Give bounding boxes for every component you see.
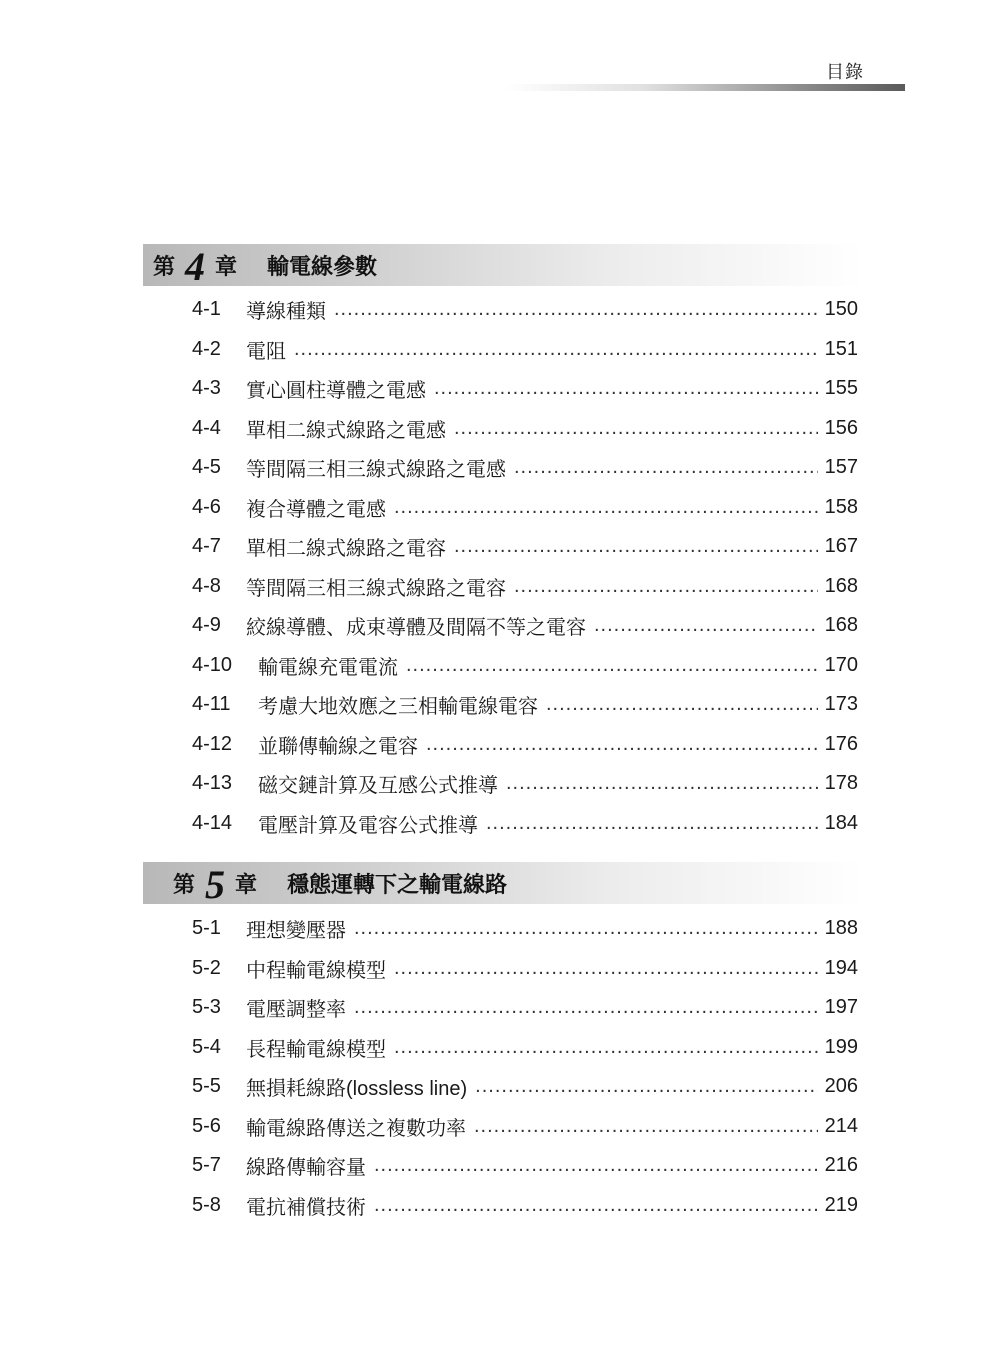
- dot-leader: [406, 654, 818, 677]
- section-number: 5-3: [192, 996, 221, 1019]
- dot-leader: [434, 377, 818, 400]
- page-number: 194: [824, 956, 858, 979]
- toc-entry[interactable]: [192, 764, 858, 804]
- section-title: 線路傳輸容量: [246, 1157, 366, 1180]
- section-title: 等間隔三相三線式線路之電容: [246, 577, 506, 600]
- toc-entry[interactable]: [192, 988, 858, 1028]
- toc-entry[interactable]: [192, 567, 858, 607]
- page-number: 168: [824, 614, 858, 637]
- section-title: 考慮大地效應之三相輸電線電容: [258, 696, 538, 719]
- toc-entry[interactable]: [192, 606, 858, 646]
- page-number: 167: [824, 535, 858, 558]
- toc-entry[interactable]: [192, 1146, 858, 1186]
- section-title: 無損耗線路(lossless line): [246, 1078, 468, 1101]
- page-number: 178: [824, 772, 858, 795]
- page-number: 157: [824, 456, 858, 479]
- toc-list-chapter-4: [192, 290, 858, 843]
- section-title: 電壓計算及電容公式推導: [258, 814, 478, 837]
- section-title: 等間隔三相三線式線路之電感: [246, 459, 506, 482]
- dot-leader: [454, 417, 818, 440]
- section-number: 4-10: [192, 653, 233, 676]
- section-number: 4-11: [192, 693, 231, 716]
- page-number: 216: [824, 1154, 858, 1177]
- toc-entry[interactable]: [192, 527, 858, 567]
- dot-leader: [506, 772, 818, 795]
- section-number: 5-6: [192, 1114, 221, 1137]
- section-number: 4-14: [192, 811, 233, 834]
- dot-leader: [394, 957, 818, 980]
- toc-entry[interactable]: [192, 1028, 858, 1068]
- section-title: 單相二線式線路之電容: [246, 538, 446, 561]
- toc-entry[interactable]: [192, 909, 858, 949]
- section-number: 4-1: [192, 298, 221, 321]
- page-number: 168: [824, 574, 858, 597]
- page-number: 199: [824, 1035, 858, 1058]
- dot-leader: [546, 693, 818, 716]
- running-head: 目錄: [826, 62, 864, 82]
- page-number: 214: [824, 1114, 858, 1137]
- section-title: 並聯傳輸線之電容: [258, 735, 418, 758]
- toc-entry[interactable]: [192, 949, 858, 989]
- page-number: 219: [824, 1193, 858, 1216]
- page-number: 176: [824, 732, 858, 755]
- page-number: 158: [824, 495, 858, 518]
- section-title: 單相二線式線路之電感: [246, 419, 446, 442]
- page-number: 206: [824, 1075, 858, 1098]
- section-title: 導線種類: [246, 301, 326, 324]
- section-number: 5-4: [192, 1035, 221, 1058]
- section-number: 4-7: [192, 535, 221, 558]
- dot-leader: [514, 575, 818, 598]
- page-number: 170: [824, 653, 858, 676]
- toc-entry[interactable]: [192, 685, 858, 725]
- section-number: 4-6: [192, 495, 221, 518]
- page-number: 184: [824, 811, 858, 834]
- dot-leader: [475, 1075, 818, 1098]
- toc-entry[interactable]: [192, 804, 858, 844]
- section-title: 輸電線充電電流: [258, 656, 398, 679]
- section-title: 中程輸電線模型: [246, 959, 386, 982]
- page-number: 155: [824, 377, 858, 400]
- section-number: 4-3: [192, 377, 221, 400]
- section-number: 4-9: [192, 614, 221, 637]
- chapter-suffix: 章: [215, 253, 238, 279]
- chapter-number: 5: [205, 862, 226, 907]
- section-number: 5-5: [192, 1075, 221, 1098]
- page-number: 156: [824, 416, 858, 439]
- chapter-number: 4: [185, 244, 206, 289]
- toc-entry[interactable]: [192, 330, 858, 370]
- toc-entry[interactable]: [192, 1107, 858, 1147]
- toc-entry[interactable]: [192, 1067, 858, 1107]
- dot-leader: [486, 812, 818, 835]
- dot-leader: [334, 298, 818, 321]
- section-number: 5-7: [192, 1154, 221, 1177]
- section-number: 4-13: [192, 772, 233, 795]
- section-title: 輸電線路傳送之複數功率: [246, 1117, 466, 1140]
- chapter-heading-5: [143, 862, 863, 907]
- section-title: 長程輸電線模型: [246, 1038, 386, 1061]
- section-title: 理想變壓器: [246, 920, 346, 943]
- section-title: 電壓調整率: [246, 999, 346, 1022]
- chapter-prefix: 第: [173, 871, 196, 897]
- page-number: 173: [824, 693, 858, 716]
- chapter-prefix: 第: [153, 253, 176, 279]
- section-title: 磁交鏈計算及互感公式推導: [258, 775, 498, 798]
- section-number: 4-12: [192, 732, 233, 755]
- dot-leader: [374, 1154, 818, 1177]
- page-number: 151: [824, 337, 858, 360]
- section-title: 電抗補償技術: [246, 1196, 366, 1219]
- dot-leader: [514, 456, 818, 479]
- section-number: 4-4: [192, 416, 221, 439]
- section-title: 複合導體之電感: [246, 498, 386, 521]
- dot-leader: [394, 1036, 818, 1059]
- dot-leader: [394, 496, 818, 519]
- dot-leader: [474, 1115, 818, 1138]
- section-number: 5-8: [192, 1193, 221, 1216]
- page-number: 150: [824, 298, 858, 321]
- chapter-title: 穩態運轉下之輸電線路: [287, 871, 508, 897]
- toc-entry[interactable]: [192, 369, 858, 409]
- toc-list-chapter-5: [192, 909, 858, 1225]
- toc-entry[interactable]: [192, 1186, 858, 1226]
- section-number: 5-2: [192, 956, 221, 979]
- section-title: 電阻: [246, 340, 286, 363]
- chapter-suffix: 章: [235, 871, 258, 897]
- toc-entry[interactable]: [192, 290, 858, 330]
- section-title: 絞線導體、成束導體及間隔不等之電容: [246, 617, 586, 640]
- header-gradient-bar: [505, 84, 905, 91]
- section-number: 4-2: [192, 337, 221, 360]
- dot-leader: [294, 338, 818, 361]
- section-title: 實心圓柱導體之電感: [246, 380, 426, 403]
- page-number: 197: [824, 996, 858, 1019]
- chapter-heading-4: [143, 244, 863, 289]
- dot-leader: [354, 917, 818, 940]
- toc-entry[interactable]: [192, 448, 858, 488]
- dot-leader: [454, 535, 818, 558]
- toc-entry[interactable]: [192, 646, 858, 686]
- page-number: 188: [824, 917, 858, 940]
- section-number: 4-8: [192, 574, 221, 597]
- dot-leader: [354, 996, 818, 1019]
- toc-entry[interactable]: [192, 488, 858, 528]
- dot-leader: [374, 1194, 818, 1217]
- toc-entry[interactable]: [192, 725, 858, 765]
- dot-leader: [594, 614, 818, 637]
- toc-entry[interactable]: [192, 409, 858, 449]
- dot-leader: [426, 733, 818, 756]
- section-number: 4-5: [192, 456, 221, 479]
- section-number: 5-1: [192, 917, 221, 940]
- chapter-title: 輸電線參數: [267, 253, 378, 279]
